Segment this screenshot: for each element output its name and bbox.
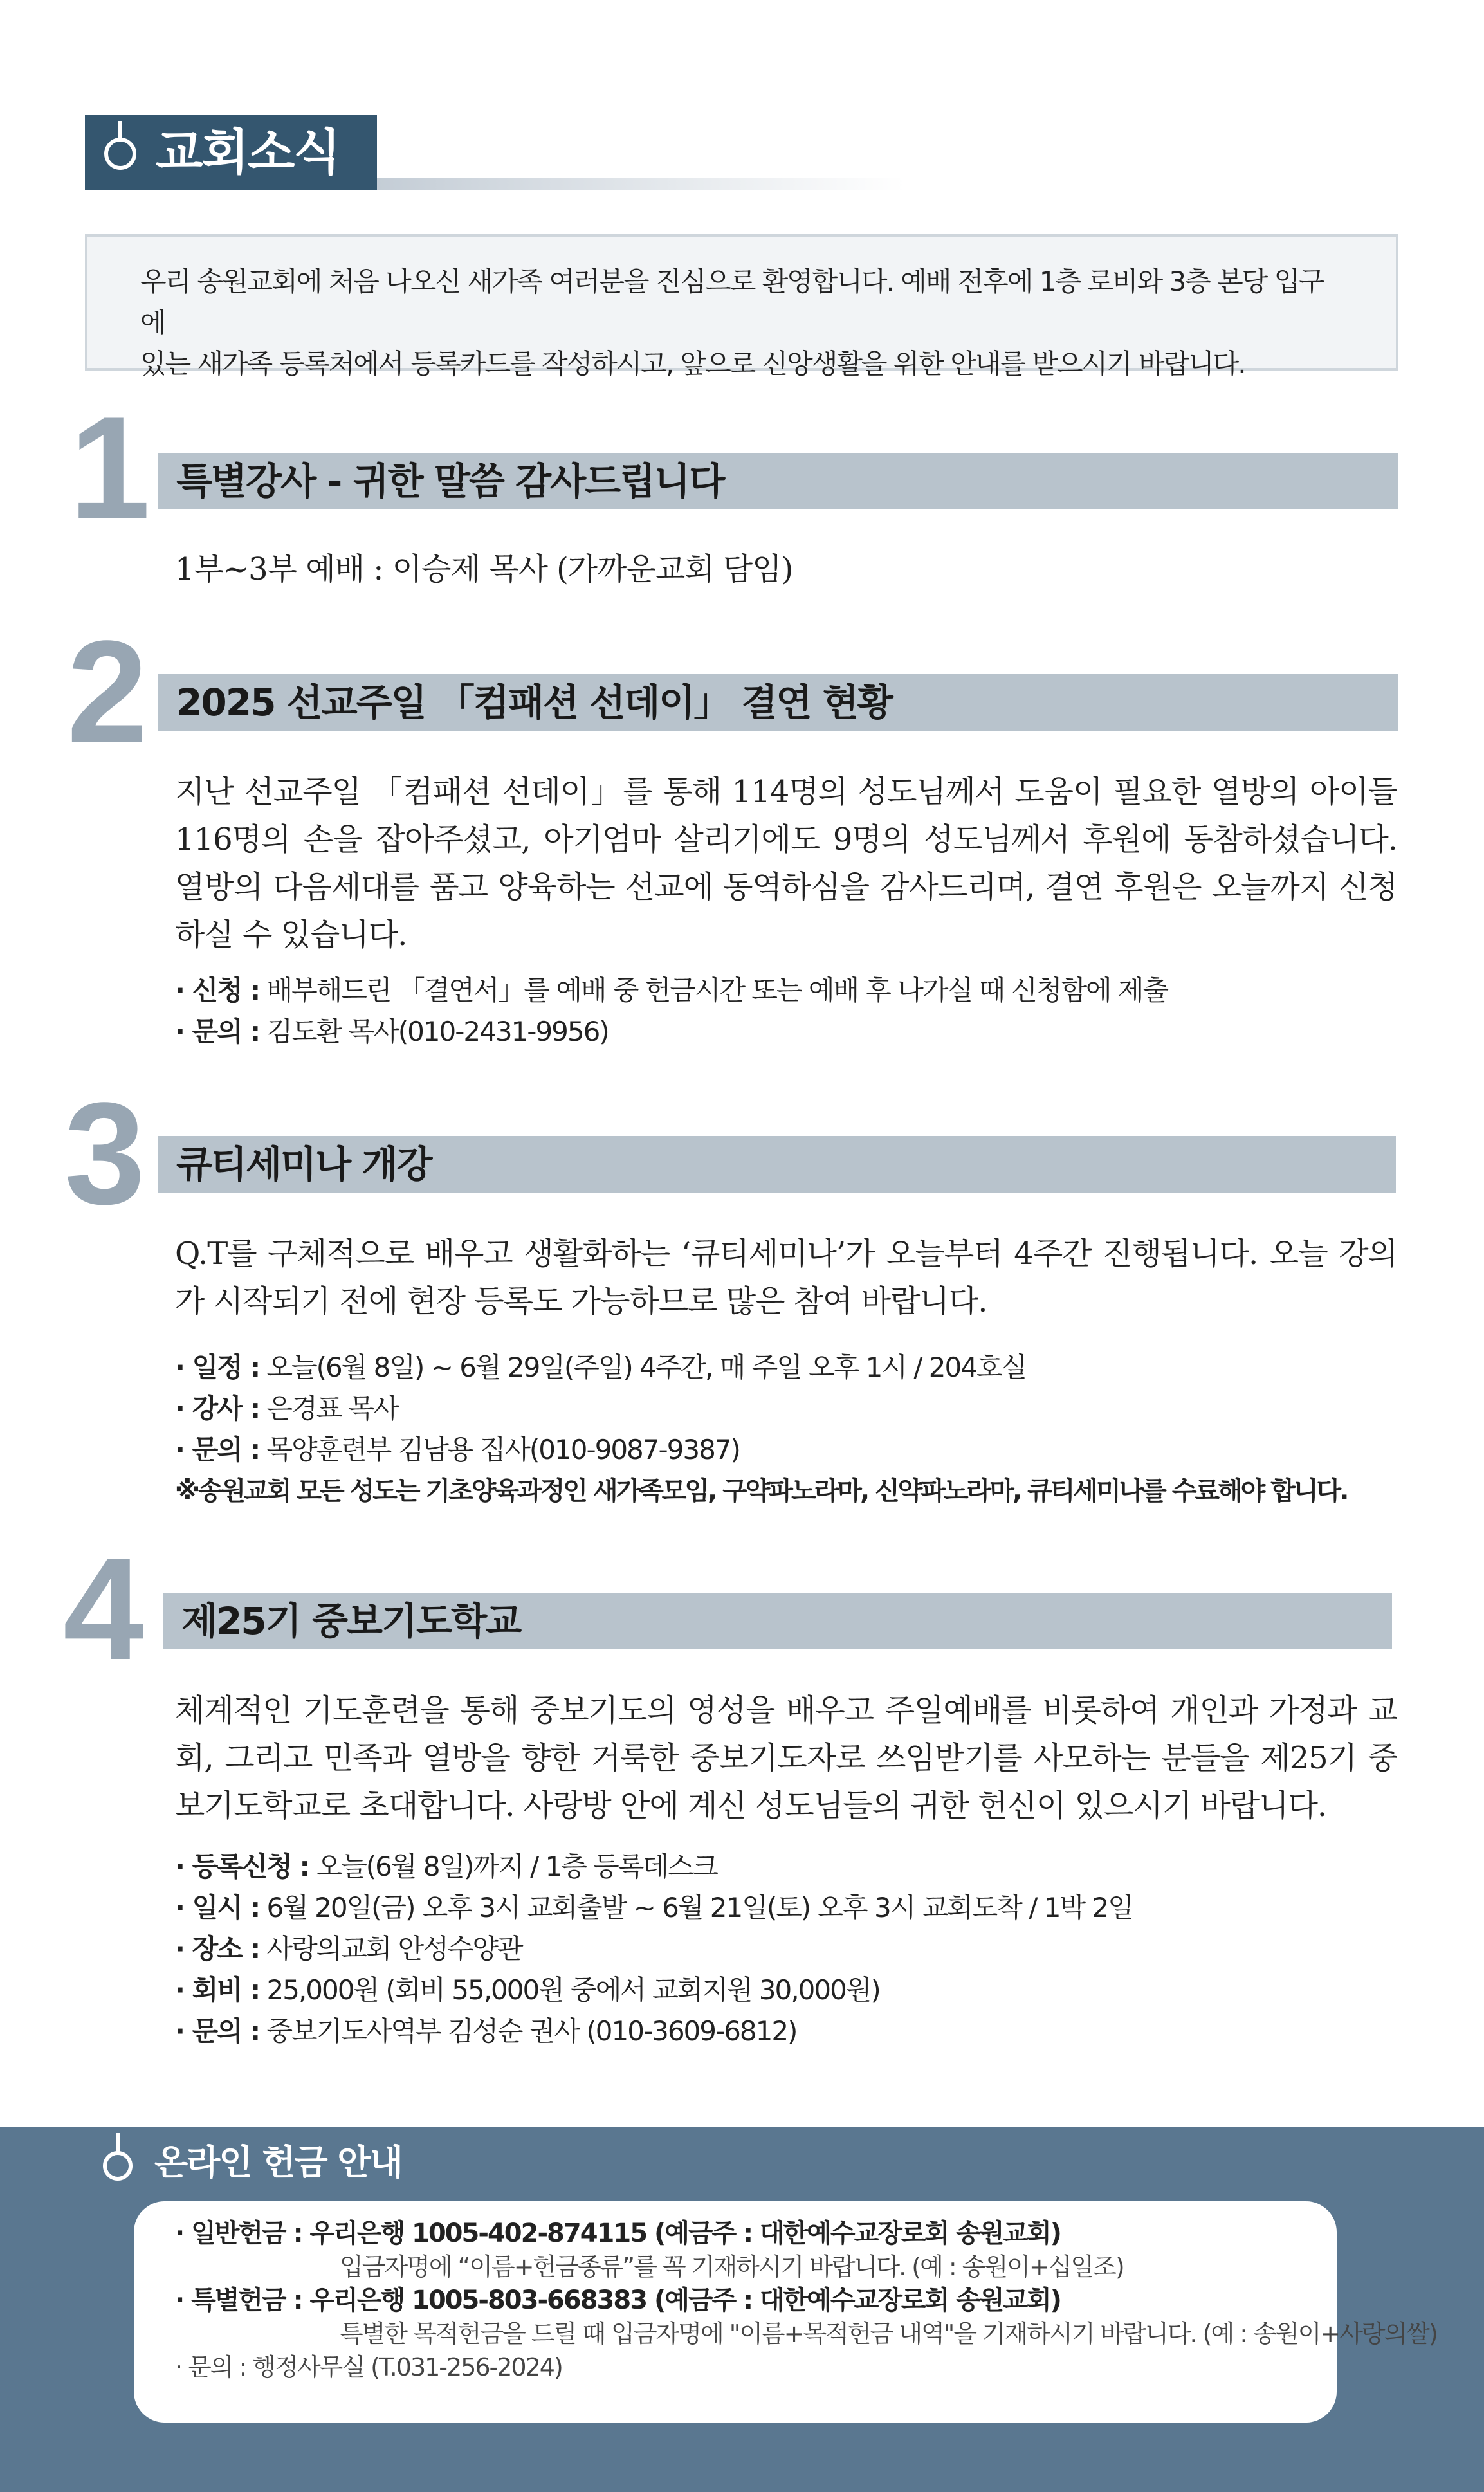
detail-row: · 강사 : 은경표 목사 <box>175 1393 398 1424</box>
detail-row: · 회비 : 25,000원 (회비 55,000원 중에서 교회지원 30,000원) <box>175 1974 880 2006</box>
detail-row: · 일시 : 6월 20일(금) 오후 3시 교회출발 ~ 6월 21일(토) 오후 3시 교회도착 / 1박 2일 <box>175 1892 1133 1923</box>
section-3-body <box>175 1230 1397 1325</box>
online-offering-box <box>134 2201 1437 2423</box>
section-2-number: 2 <box>67 610 148 773</box>
section-4-title: 제25기 중보기도학교 <box>163 1593 1392 1649</box>
section-4-body <box>175 1687 1397 1829</box>
detail-row: · 문의 : 목양훈련부 김남용 집사(010-9087-9387) <box>175 1434 740 1465</box>
section-4-details <box>175 1846 1133 2052</box>
section-3-details <box>175 1347 1347 1512</box>
section-4-number: 4 <box>63 1527 144 1690</box>
welcome-text-line-1: 우리 송원교회에 처음 나오신 새가족 여러분을 진심으로 환영합니다. 예배 전후에 1층 로비와 3층 본당 입구에 <box>140 266 1324 338</box>
section-2-details <box>175 970 1168 1052</box>
welcome-box <box>85 234 1398 380</box>
detail-row: · 문의 : 중보기도사역부 김성순 권사 (010-3609-6812) <box>175 2015 797 2047</box>
detail-row: · 문의 : 김도환 목사(010-2431-9956) <box>175 1016 609 1047</box>
section-3-body-text: Q.T를 구체적으로 배우고 생활화하는 ‘큐티세미나’가 오늘부터 4주간 진행됩니다. 오늘 강의가 시작되기 전에 현장 등록도 가능하므로 많은 참여 바랍니다. <box>175 1236 1397 1319</box>
section-4-body-text: 체계적인 기도훈련을 통해 중보기도의 영성을 배우고 주일예배를 비롯하여 개인과 가정과 교회, 그리고 민족과 열방을 향한 거룩한 중보기도자로 쓰임받기를 사모하는 분들을 제25기 중보기도학교로 초대합니다. 사랑방 안에 계신 성도님들의 귀한 헌신이 있으시기 바랍니다. <box>175 1692 1397 1824</box>
general-offering-account: · 일반헌금 : 우리은행 1005-402-874115 (예금주 : 대한예수교장로회 송원교회) <box>175 2219 1061 2248</box>
detail-row: · 장소 : 사랑의교회 안성수양관 <box>175 1933 522 1965</box>
section-3-note: ※송원교회 모든 성도는 기초양육과정인 새가족모임, 구약파노라마, 신약파노라마, 큐티세미나를 수료해야 합니다. <box>175 1476 1348 1506</box>
office-contact: · 문의 : 행정사무실 (T.031-256-2024) <box>175 2353 562 2381</box>
news-header-title: 교회소식 <box>156 124 340 181</box>
detail-row: · 등록신청 : 오늘(6월 8일)까지 / 1층 등록데스크 <box>175 1851 718 1882</box>
detail-row: · 신청 : 배부해드린 「결연서」를 예배 중 헌금시간 또는 예배 후 나가실 때 신청함에 제출 <box>175 975 1168 1006</box>
section-1-body <box>175 545 1397 593</box>
section-1-number: 1 <box>69 386 151 549</box>
section-2-title: 2025 선교주일 「컴패션 선데이」 결연 현황 <box>158 674 1398 731</box>
section-1-title: 특별강사 - 귀한 말씀 감사드립니다 <box>158 453 1398 509</box>
section-2-body-text: 지난 선교주일 「컴패션 선데이」를 통해 114명의 성도님께서 도움이 필요한 열방의 아이들 116명의 손을 잡아주셨고, 아기엄마 살리기에도 9명의 성도님께서 후원에 동참하셨습니다. 열방의 다음세대를 품고 양육하는 선교에 동역하심을 감사드리며, 결연 후원은 오늘까지 신청하실 수 있습니다. <box>175 774 1397 953</box>
detail-row: · 일정 : 오늘(6월 8일) ~ 6월 29일(주일) 4주간, 매 주일 오후 1시 / 204호실 <box>175 1351 1027 1383</box>
welcome-text-line-2: 있는 새가족 등록처에서 등록카드를 작성하시고, 앞으로 신앙생활을 위한 안내를 받으시기 바랍니다. <box>140 348 1245 380</box>
section-3-number: 3 <box>64 1072 145 1234</box>
special-offering-note: 특별한 목적헌금을 드릴 때 입금자명에 "이름+목적헌금 내역"을 기재하시기 바랍니다. (예 : 송원이+사랑의쌀) <box>340 2320 1437 2348</box>
header-underline <box>377 178 904 190</box>
general-offering-note: 입금자명에 “이름+헌금종류”를 꼭 기재하시기 바랍니다. (예 : 송원이+십일조) <box>340 2253 1124 2281</box>
section-3-title: 큐티세미나 개강 <box>158 1136 1396 1193</box>
special-offering-account: · 특별헌금 : 우리은행 1005-803-668383 (예금주 : 대한예수교장로회 송원교회) <box>175 2286 1061 2315</box>
online-offering-title: 온라인 헌금 안내 <box>154 2142 402 2183</box>
section-2-body <box>175 768 1397 958</box>
section-1-body-text: 1부~3부 예배 : 이승제 목사 (가까운교회 담임) <box>175 551 793 587</box>
